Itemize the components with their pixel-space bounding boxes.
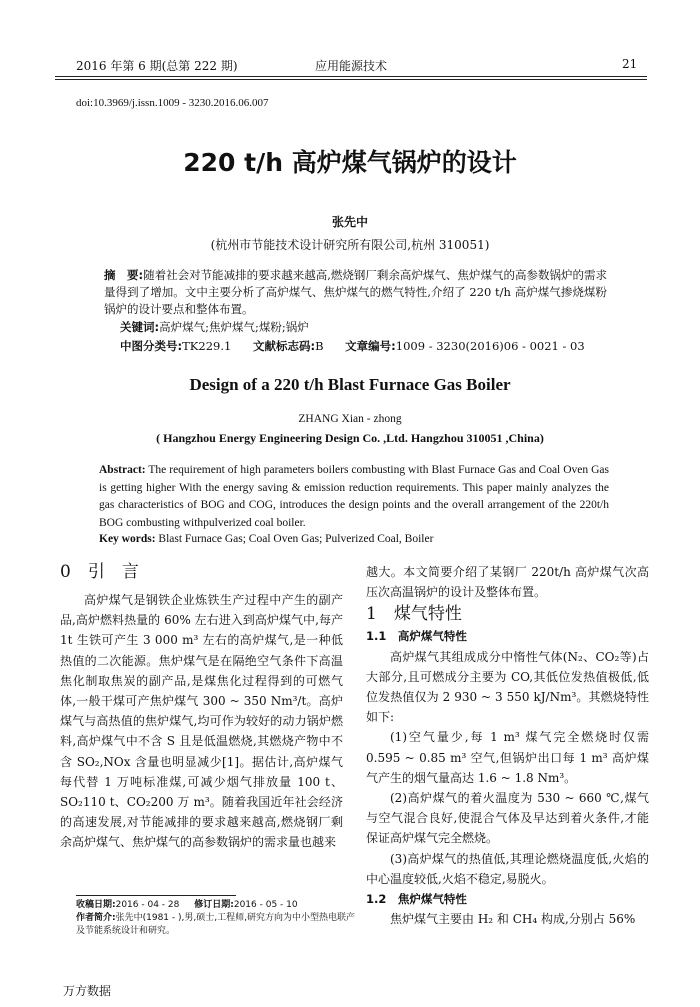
bio-label: 作者简介: [76,913,116,923]
abstract-cn [104,267,607,318]
abstract-en-text: The requirement of high parameters boilers combusting with Blast Furnace Gas and Coal Oven Gas is getting higher With the energy saving & emission reduction requirements. This paper mainly analyzes the gas characteristics of BOG and COG, introduces the design points and the overall arrangement of the 220t/h BOG combusting withpulverized coal boiler. [99,464,609,529]
clc-value: TK229.1 [182,339,232,353]
keywords-cn [120,319,309,335]
page-number: 21 [622,57,638,71]
header-rule-top [55,76,647,77]
subsection-1-1-heading: 1.1 高炉煤气特性 [366,629,467,644]
received-label: 收稿日期: [76,900,116,910]
keywords-en [99,533,433,545]
section-0-heading-wrap [60,560,343,584]
abstract-en [99,462,609,532]
revised-label: 修订日期: [194,900,234,910]
keywords-cn-text: 高炉煤气;焦炉煤气;煤粉;锅炉 [159,320,309,334]
paragraph-1-2: 焦炉煤气主要由 H₂ 和 CH₄ 构成,分别占 56% [390,912,636,927]
abstract-en-label: Abstract: [99,464,146,476]
doc-code-label: 文献标志码: [252,339,316,353]
list-item-2: (2)高炉煤气的着火温度为 530 ~ 660 ℃,煤气与空气混合良好,使混合气体及早达到着火条件,才能保证高炉煤气完全燃烧。 [366,791,649,846]
abstract-cn-label: 摘 要: [104,268,144,282]
title-en: Design of a 220 t/h Blast Furnace Gas Boiler [189,375,511,394]
footnote [76,899,356,938]
running-header-journal: 应用能源技术 [315,59,388,73]
title-cn: 220 t/h 高炉煤气锅炉的设计 [183,148,517,177]
footnote-bio [76,912,356,938]
right-column [366,562,649,929]
doi: doi:10.3969/j.issn.1009 - 3230.2016.06.007 [76,97,269,109]
footnote-dates [76,899,356,912]
right-intro: 越大。本文简要介绍了某钢厂 220t/h 高炉煤气次高压次高温锅炉的设计及整体布置。 [366,565,649,600]
keywords-en-text: Blast Furnace Gas; Coal Oven Gas; Pulverized Coal, Boiler [158,533,434,545]
keywords-en-label: Key words: [99,533,156,545]
article-number-value: 1009 - 3230(2016)06 - 0021 - 03 [395,339,585,353]
author-en: ZHANG Xian - zhong [298,413,402,425]
watermark: 万方数据 [63,984,112,998]
abstract-cn-text: 随着社会对节能减排的要求越来越高,燃烧钢厂剩余高炉煤气、焦炉煤气的高参数锅炉的需求量得到了增加。文中主要分析了高炉煤气、焦炉煤气的燃气特性,介绍了 220 t/h 高炉煤气掺烧煤粉锅炉的设计要点和整体布置。 [104,268,607,316]
list-item-3: (3)高炉煤气的热值低,其理论燃烧温度低,火焰的中心温度较低,火焰不稳定,易脱火。 [366,851,649,886]
footnote-rule [76,895,236,896]
clc-label: 中图分类号: [120,339,183,353]
subsection-1-2-heading: 1.2 焦炉煤气特性 [366,892,467,907]
section-0-heading: 0 引 言 [60,562,139,582]
author-cn: 张先中 [331,215,368,229]
header-rule-bottom [55,79,647,80]
running-header-issue: 2016 年第 6 期(总第 222 期) [76,59,238,73]
keywords-cn-label: 关键词: [120,320,160,334]
affiliation-en: ( Hangzhou Energy Engineering Design Co. ,Ltd. Hangzhou 310051 ,China) [156,431,544,445]
list-item-1: (1)空气量少,每 1 m³ 煤气完全燃烧时仅需 0.595 ~ 0.85 m³ 空气,但锅炉出口每 1 m³ 高炉煤气产生的烟气量高达 1.6 ~ 1.8 Nm³。 [366,730,649,785]
paragraph-1-1: 高炉煤气其组成成分中惰性气体(N₂、CO₂等)占大部分,且可燃成分主要为 CO,其低位发热值极低,低位发热值仅为 2 930 ~ 3 550 kJ/Nm³。其燃烧特性如下: [366,649,649,725]
left-column [60,590,343,853]
doc-code-value: B [315,339,324,353]
affiliation-cn: (杭州市节能技术设计研究所有限公司,杭州 310051) [210,238,490,252]
article-number-label: 文章编号: [345,339,396,353]
left-paragraph: 高炉煤气是钢铁企业炼铁生产过程中产生的副产品,高炉燃料热量的 60% 左右进入到高炉煤气中,每产 1t 生铁可产生 3 000 m³ 左右的高炉煤气,是一种低热值的二次能源。焦炉煤气是在隔绝空气条件下高温焦化制取焦炭的副产品,是煤焦化过程得到的可燃气体,一般干煤可产焦炉煤气 300 ~ 350 Nm³/t。高炉煤气与高热值的焦炉煤气,均可作为较好的动力锅炉燃料,高炉煤气中不含 S 且是低温燃烧,其燃烧产物中不含 SO₂,NOx 含量也明显减少[1]。据估计,高炉煤气每代替 1 万吨标准煤,可减少烟气排放量 100 t、SO₂110 t、CO₂200 万 m³。随着我国近年社会经济的高速发展,对节能减排的要求越来越高,燃烧钢厂剩余高炉煤气、焦炉煤气的高参数锅炉的需求量也越来 [60,593,343,850]
received-date: 2016 - 04 - 28 [115,900,180,910]
classification-line [120,338,620,354]
section-1-heading: 1 煤气特性 [366,604,462,625]
revised-date: 2016 - 05 - 10 [233,900,298,910]
bio-text: 张先中(1981 - ),男,硕士,工程师,研究方向为中小型热电联产及节能系统设计和研究。 [76,913,355,936]
